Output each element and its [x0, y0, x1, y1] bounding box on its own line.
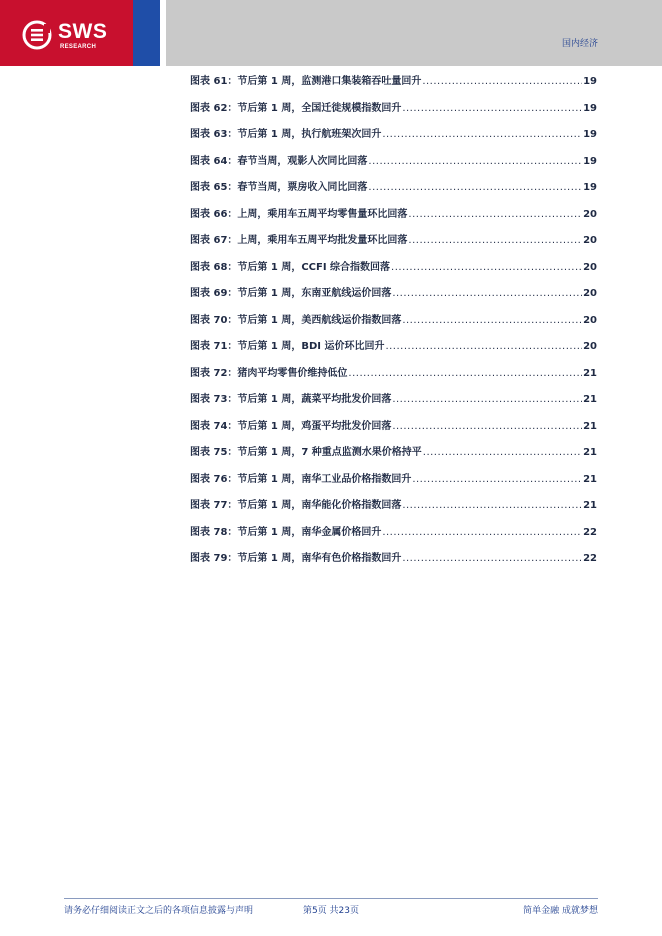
toc-dot-leader — [408, 205, 582, 224]
toc-entry-title: 图表 68：节后第 1 周，CCFI 综合指数回落 — [190, 261, 391, 273]
toc-entry-title: 图表 78：节后第 1 周，南华金属价格回升 — [190, 526, 382, 538]
toc-dot-leader — [385, 337, 582, 356]
toc-entry-page: 20 — [583, 314, 597, 326]
toc-dot-leader — [402, 311, 582, 330]
toc-dot-leader — [392, 390, 582, 409]
toc-entry-page: 20 — [583, 208, 597, 220]
toc-entry-title: 图表 61：节后第 1 周，监测港口集装箱吞吐量回升 — [190, 76, 422, 87]
toc-entry[interactable] — [190, 178, 597, 205]
sws-logo — [0, 0, 133, 66]
toc-entry-title: 图表 76：节后第 1 周，南华工业品价格指数回升 — [190, 473, 412, 485]
footer-page-info: 第5页 共23页 — [302, 906, 360, 916]
toc-entry[interactable] — [190, 364, 597, 391]
toc-entry[interactable] — [190, 231, 597, 258]
toc-entry-page: 19 — [583, 129, 597, 140]
toc-entry-title: 图表 70：节后第 1 周，美西航线运价指数回落 — [190, 314, 402, 326]
toc-entry[interactable] — [190, 284, 597, 311]
logo-text: SWS — [58, 20, 108, 43]
toc-dot-leader — [391, 258, 582, 277]
toc-entry-title: 图表 72：猪肉平均零售价维持低位 — [190, 367, 348, 379]
figure-list — [190, 72, 597, 576]
toc-entry[interactable] — [190, 443, 597, 470]
toc-entry[interactable] — [190, 417, 597, 444]
footer-slogan: 简单金融 成就梦想 — [523, 906, 598, 916]
toc-entry-title: 图表 66：上周，乘用车五周平均零售量环比回落 — [190, 208, 408, 220]
toc-entry-page: 21 — [583, 447, 597, 458]
sws-logo-icon — [22, 20, 52, 50]
toc-entry-page: 21 — [583, 367, 597, 379]
toc-entry-page: 21 — [583, 420, 597, 432]
toc-entry[interactable] — [190, 205, 597, 232]
toc-entry-page: 20 — [583, 288, 597, 299]
toc-entry[interactable] — [190, 125, 597, 152]
toc-entry-title: 图表 77：节后第 1 周，南华能化价格指数回落 — [190, 500, 402, 511]
toc-entry[interactable] — [190, 549, 597, 576]
toc-entry-page: 19 — [583, 76, 597, 87]
toc-entry[interactable] — [190, 523, 597, 550]
toc-entry-page: 19 — [583, 155, 597, 167]
footer-divider — [64, 898, 598, 899]
footer-disclaimer[interactable]: 请务必仔细阅读正文之后的各项信息披露与声明 — [64, 906, 254, 916]
toc-entry-title: 图表 79：节后第 1 周，南华有色价格指数回升 — [190, 553, 402, 564]
toc-entry-title: 图表 69：节后第 1 周，东南亚航线运价回落 — [190, 288, 392, 299]
toc-entry-title: 图表 74：节后第 1 周，鸡蛋平均批发价回落 — [190, 420, 392, 432]
toc-entry-title: 图表 63：节后第 1 周，执行航班架次回升 — [190, 129, 382, 140]
toc-dot-leader — [402, 549, 582, 568]
toc-entry[interactable] — [190, 337, 597, 364]
toc-entry-title: 图表 65：春节当周，票房收入同比回落 — [190, 182, 368, 193]
toc-dot-leader — [382, 523, 582, 542]
toc-dot-leader — [348, 364, 582, 383]
toc-entry-title: 图表 71：节后第 1 周，BDI 运价环比回升 — [190, 341, 385, 352]
page-header — [0, 0, 662, 66]
toc-entry-page: 20 — [583, 235, 597, 246]
toc-entry[interactable] — [190, 72, 597, 99]
toc-entry-page: 20 — [583, 261, 597, 273]
toc-entry-title: 图表 73：节后第 1 周，蔬菜平均批发价回落 — [190, 394, 392, 405]
toc-entry-page: 19 — [583, 102, 597, 114]
toc-entry-title: 图表 67：上周，乘用车五周平均批发量环比回落 — [190, 235, 408, 246]
toc-entry[interactable] — [190, 311, 597, 338]
toc-dot-leader — [402, 99, 582, 118]
toc-dot-leader — [408, 231, 582, 250]
toc-entry-page: 22 — [583, 553, 597, 564]
toc-entry-page: 21 — [583, 500, 597, 511]
toc-entry[interactable] — [190, 390, 597, 417]
toc-dot-leader — [423, 443, 582, 462]
header-blue-bar — [133, 0, 160, 66]
toc-entry[interactable] — [190, 258, 597, 285]
section-label: 国内经济 — [561, 39, 598, 49]
toc-entry[interactable] — [190, 496, 597, 523]
toc-dot-leader — [368, 178, 582, 197]
toc-entry[interactable] — [190, 470, 597, 497]
toc-dot-leader — [422, 72, 582, 91]
header-grey-band — [166, 0, 662, 66]
logo-subtitle: RESEARCH — [60, 44, 97, 50]
toc-entry-page: 21 — [583, 394, 597, 405]
toc-entry-title: 图表 62：节后第 1 周，全国迁徙规模指数回升 — [190, 102, 402, 114]
toc-dot-leader — [368, 152, 582, 171]
toc-dot-leader — [382, 125, 582, 144]
toc-entry[interactable] — [190, 152, 597, 179]
toc-entry-title: 图表 64：春节当周，观影人次同比回落 — [190, 155, 368, 167]
toc-entry-title: 图表 75：节后第 1 周，7 种重点监测水果价格持平 — [190, 447, 422, 458]
toc-entry-page: 19 — [583, 182, 597, 193]
toc-dot-leader — [392, 417, 582, 436]
toc-entry-page: 22 — [583, 526, 597, 538]
toc-dot-leader — [392, 284, 582, 303]
toc-entry-page: 21 — [583, 473, 597, 485]
toc-dot-leader — [412, 470, 582, 489]
toc-entry-page: 20 — [583, 341, 597, 352]
toc-entry[interactable] — [190, 99, 597, 126]
toc-dot-leader — [402, 496, 582, 515]
